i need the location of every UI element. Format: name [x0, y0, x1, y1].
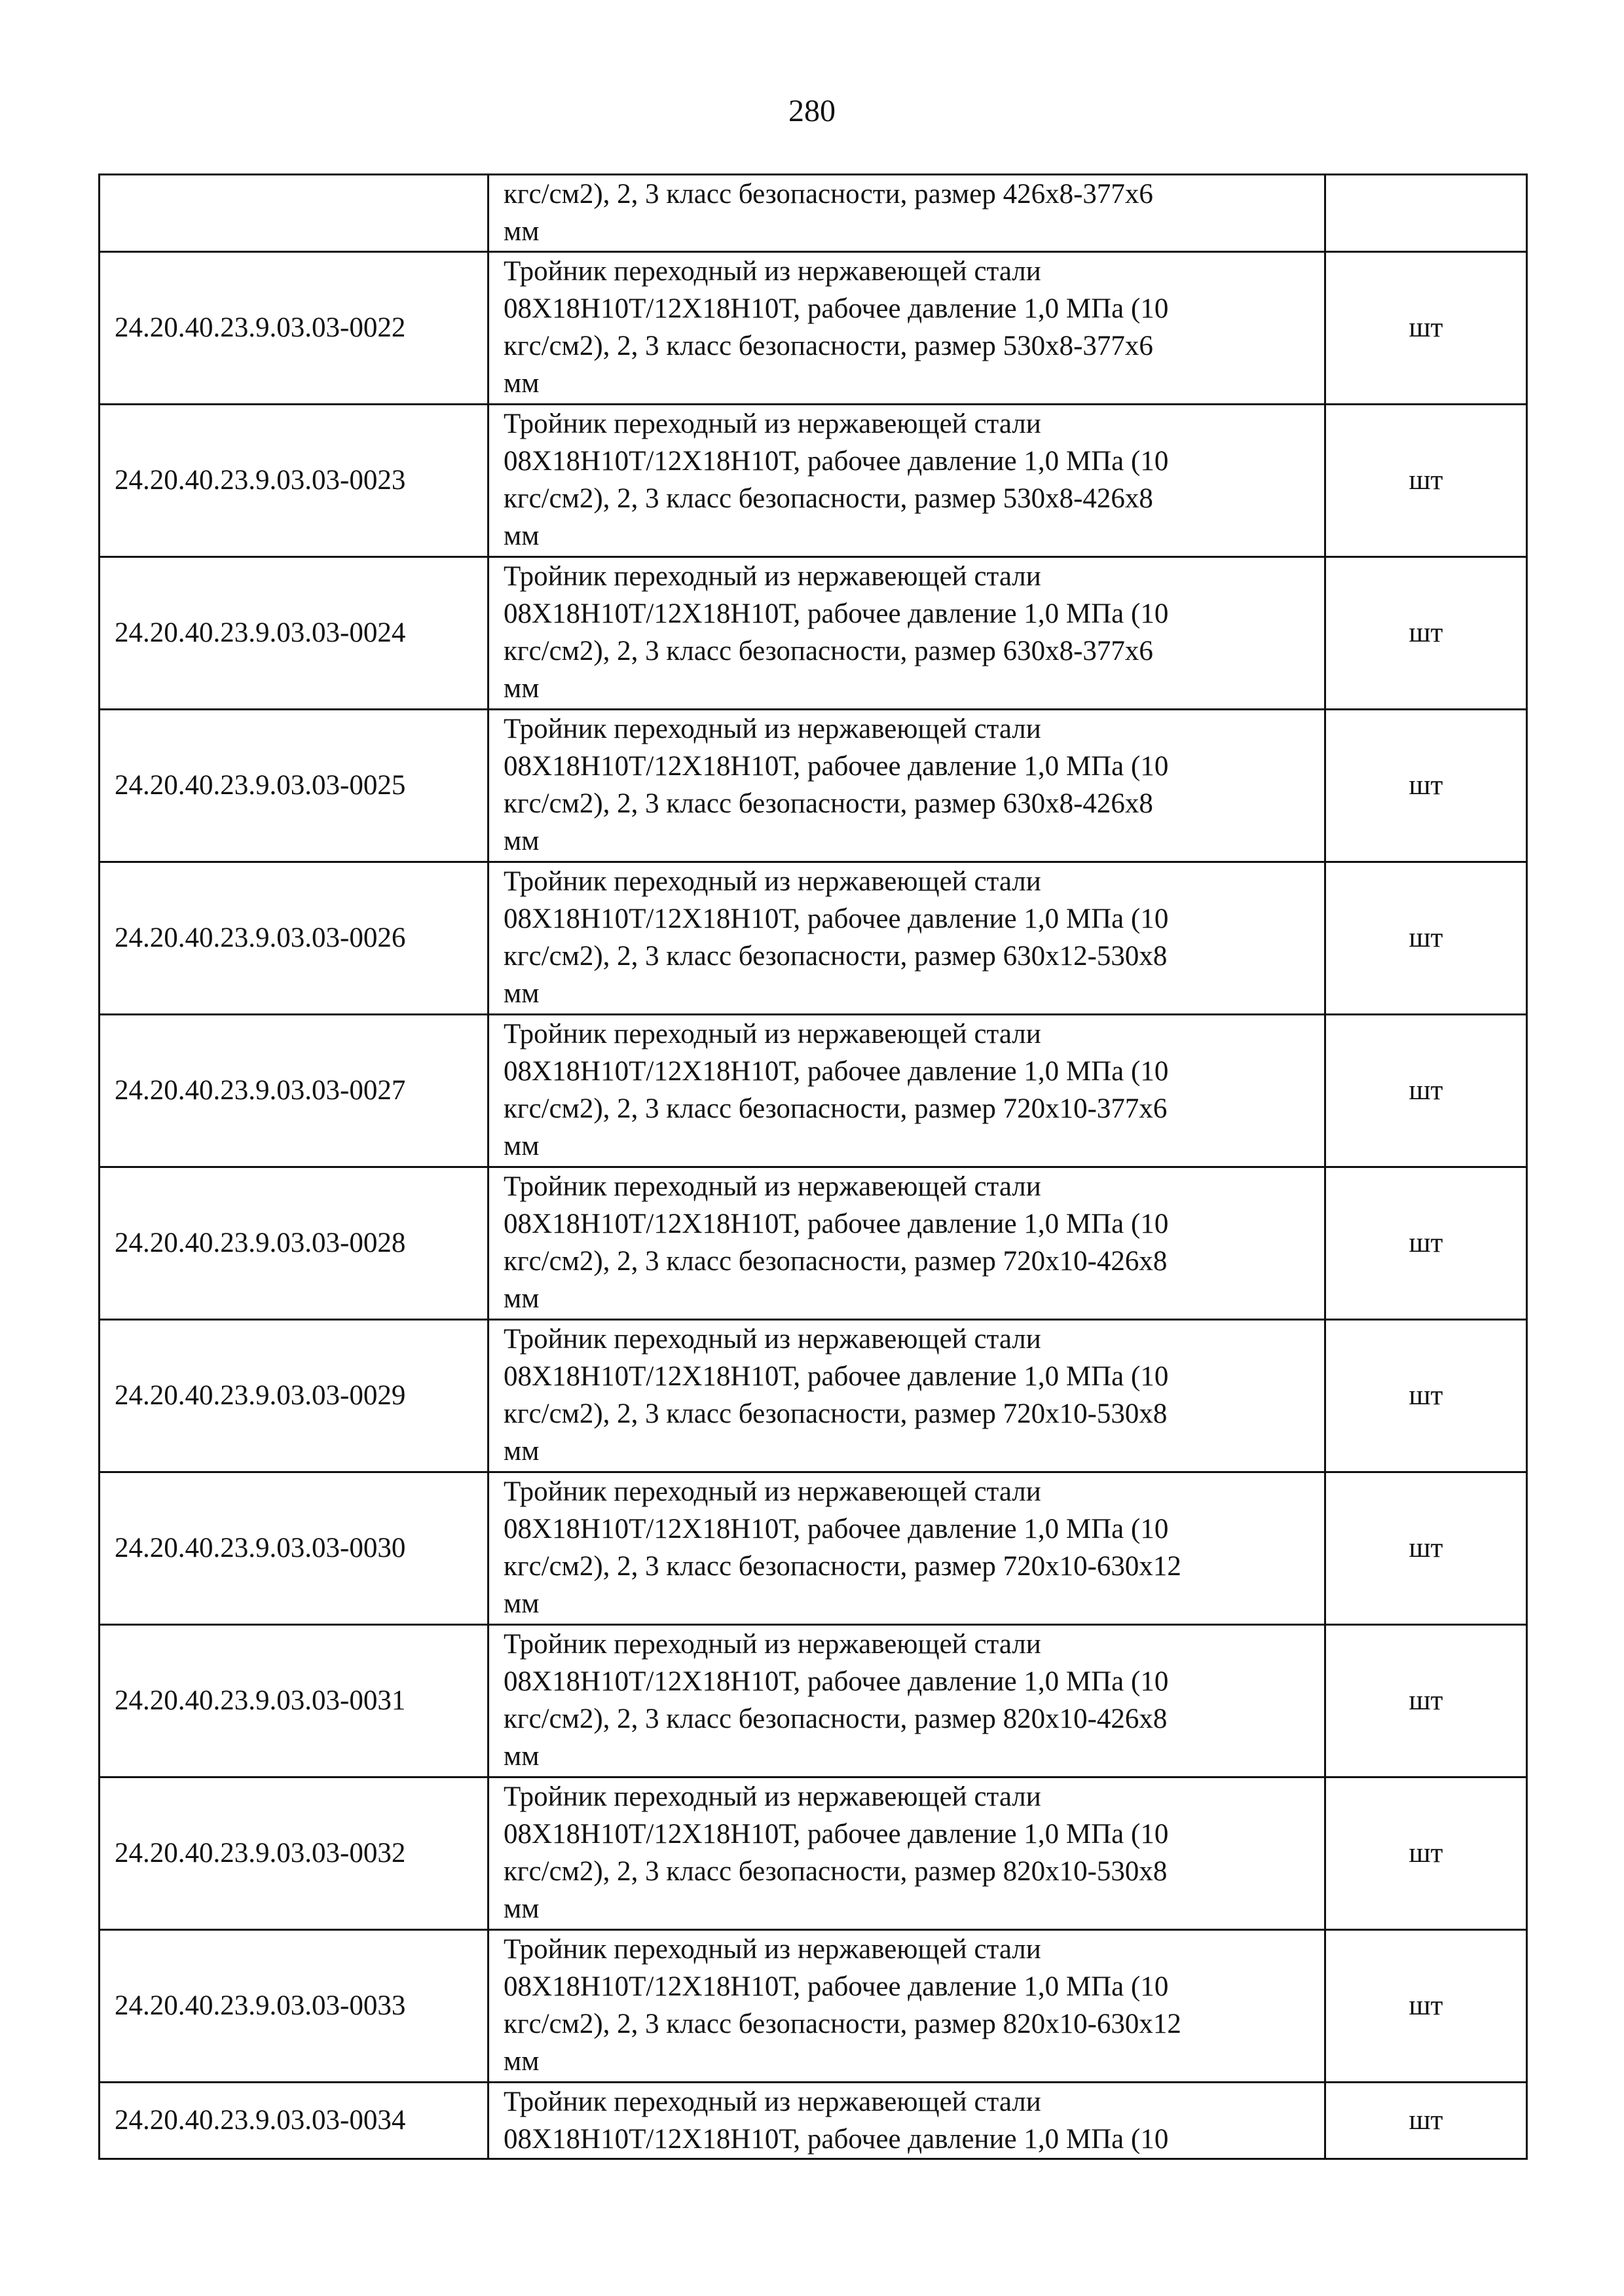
description-line: Тройник переходный из нержавеющей стали [504, 1324, 1041, 1355]
unit-cell: шт [1325, 710, 1527, 862]
unit-cell: шт [1325, 1015, 1527, 1167]
unit-cell: шт [1325, 252, 1527, 405]
code-cell: 24.20.40.23.9.03.03-0034 [100, 2083, 489, 2159]
description-cell [489, 252, 1325, 405]
description-line: Тройник переходный из нержавеющей стали [504, 409, 1041, 439]
unit-cell [1325, 175, 1527, 252]
description-line: 08Х18Н10Т/12Х18Н10Т, рабочее давление 1,0 МПа (10 [504, 1514, 1169, 1544]
description-line: 08Х18Н10Т/12Х18Н10Т, рабочее давление 1,0 МПа (10 [504, 1209, 1169, 1239]
description-cell [489, 1320, 1325, 1472]
unit-cell: шт [1325, 1777, 1527, 1930]
description-line: 08Х18Н10Т/12Х18Н10Т, рабочее давление 1,0 МПа (10 [504, 446, 1169, 477]
code-cell: 24.20.40.23.9.03.03-0027 [100, 1015, 489, 1167]
description-line: мм [504, 826, 540, 856]
code-cell: 24.20.40.23.9.03.03-0022 [100, 252, 489, 405]
description-line: Тройник переходный из нержавеющей стали [504, 1476, 1041, 1507]
unit-cell: шт [1325, 1930, 1527, 2083]
description-line: кгс/см2), 2, 3 класс безопасности, размер 630х8-377х6 [504, 636, 1153, 666]
table-row-continuation [100, 175, 1527, 252]
description-line: Тройник переходный из нержавеющей стали [504, 866, 1041, 897]
description-line: мм [504, 1893, 540, 1924]
code-cell: 24.20.40.23.9.03.03-0029 [100, 1320, 489, 1472]
code-cell: 24.20.40.23.9.03.03-0023 [100, 405, 489, 557]
description-cell [489, 710, 1325, 862]
description-line: Тройник переходный из нержавеющей стали [504, 1629, 1041, 1660]
description-line: кгс/см2), 2, 3 класс безопасности, размер 820х10-426х8 [504, 1704, 1168, 1734]
description-line: мм [504, 673, 540, 704]
description-cell [489, 1167, 1325, 1320]
description-line: 08Х18Н10Т/12Х18Н10Т, рабочее давление 1,0 МПа (10 [504, 903, 1169, 934]
unit-cell: шт [1325, 557, 1527, 710]
unit-cell: шт [1325, 1320, 1527, 1472]
description-line: Тройник переходный из нержавеющей стали [504, 1019, 1041, 1049]
unit-cell: шт [1325, 405, 1527, 557]
description-line: кгс/см2), 2, 3 класс безопасности, размер 530х8-377х6 [504, 331, 1153, 361]
description-line: Тройник переходный из нержавеющей стали [504, 1171, 1041, 1202]
description-line: мм [504, 2046, 540, 2077]
table-row [100, 710, 1527, 862]
description-line: 08Х18Н10Т/12Х18Н10Т, рабочее давление 1,0 МПа (10 [504, 1666, 1169, 1697]
table-row [100, 2083, 1527, 2159]
code-cell: 24.20.40.23.9.03.03-0026 [100, 862, 489, 1015]
description-cell [489, 405, 1325, 557]
description-cell [489, 175, 1325, 252]
description-line: мм [504, 978, 540, 1009]
table-row [100, 252, 1527, 405]
description-cell [489, 1777, 1325, 1930]
description-line: мм [504, 1283, 540, 1314]
description-cell [489, 557, 1325, 710]
description-line: кгс/см2), 2, 3 класс безопасности, размер 720х10-630х12 [504, 1551, 1181, 1582]
unit-cell: шт [1325, 1167, 1527, 1320]
description-line: мм [504, 1588, 540, 1619]
description-line: 08Х18Н10Т/12Х18Н10Т, рабочее давление 1,0 МПа (10 [504, 1819, 1169, 1850]
description-line: Тройник переходный из нержавеющей стали [504, 256, 1041, 287]
description-line: Тройник переходный из нержавеющей стали [504, 2086, 1041, 2117]
description-line: кгс/см2), 2, 3 класс безопасности, размер 720х10-426х8 [504, 1246, 1168, 1277]
unit-cell: шт [1325, 1472, 1527, 1625]
page-number: 280 [788, 94, 836, 128]
unit-cell: шт [1325, 2083, 1527, 2159]
table-row [100, 1930, 1527, 2083]
table-row [100, 862, 1527, 1015]
table-row [100, 1167, 1527, 1320]
code-cell: 24.20.40.23.9.03.03-0033 [100, 1930, 489, 2083]
description-line: 08Х18Н10Т/12Х18Н10Т, рабочее давление 1,0 МПа (10 [504, 1056, 1169, 1087]
code-cell: 24.20.40.23.9.03.03-0030 [100, 1472, 489, 1625]
spec-table-body [100, 175, 1527, 2159]
description-line: кгс/см2), 2, 3 класс безопасности, размер 530х8-426х8 [504, 483, 1153, 514]
spec-table [98, 173, 1528, 2160]
description-line: мм [504, 1436, 540, 1467]
table-row [100, 557, 1527, 710]
description-line: кгс/см2), 2, 3 класс безопасности, размер 820х10-630х12 [504, 2009, 1181, 2039]
table-row [100, 1777, 1527, 1930]
table-row [100, 405, 1527, 557]
description-line: 08Х18Н10Т/12Х18Н10Т, рабочее давление 1,0 МПа (10 [504, 293, 1169, 324]
code-cell: 24.20.40.23.9.03.03-0025 [100, 710, 489, 862]
description-line: кгс/см2), 2, 3 класс безопасности, размер 720х10-377х6 [504, 1093, 1168, 1124]
description-line: 08Х18Н10Т/12Х18Н10Т, рабочее давление 1,0 МПа (10 [504, 2124, 1169, 2155]
description-line: 08Х18Н10Т/12Х18Н10Т, рабочее давление 1,0 МПа (10 [504, 1971, 1169, 2002]
description-line: Тройник переходный из нержавеющей стали [504, 714, 1041, 744]
code-cell: 24.20.40.23.9.03.03-0024 [100, 557, 489, 710]
description-line: мм [504, 216, 540, 247]
table-row [100, 1015, 1527, 1167]
description-line: 08Х18Н10Т/12Х18Н10Т, рабочее давление 1,0 МПа (10 [504, 1361, 1169, 1392]
description-line: 08Х18Н10Т/12Х18Н10Т, рабочее давление 1,0 МПа (10 [504, 598, 1169, 629]
description-line: мм [504, 1741, 540, 1772]
code-cell [100, 175, 489, 252]
description-cell [489, 1625, 1325, 1777]
description-line: мм [504, 1131, 540, 1161]
unit-cell: шт [1325, 862, 1527, 1015]
unit-cell: шт [1325, 1625, 1527, 1777]
description-cell [489, 1015, 1325, 1167]
description-line: Тройник переходный из нержавеющей стали [504, 1934, 1041, 1965]
description-cell [489, 1930, 1325, 2083]
description-line: кгс/см2), 2, 3 класс безопасности, размер 426х8-377х6 [504, 179, 1153, 210]
description-cell [489, 1472, 1325, 1625]
description-line: мм [504, 520, 540, 551]
description-line: кгс/см2), 2, 3 класс безопасности, размер 720х10-530х8 [504, 1398, 1168, 1429]
code-cell: 24.20.40.23.9.03.03-0028 [100, 1167, 489, 1320]
description-line: мм [504, 368, 540, 399]
description-line: кгс/см2), 2, 3 класс безопасности, размер 820х10-530х8 [504, 1856, 1168, 1887]
description-line: Тройник переходный из нержавеющей стали [504, 561, 1041, 592]
code-cell: 24.20.40.23.9.03.03-0031 [100, 1625, 489, 1777]
table-row [100, 1320, 1527, 1472]
description-line: 08Х18Н10Т/12Х18Н10Т, рабочее давление 1,0 МПа (10 [504, 751, 1169, 782]
description-cell [489, 862, 1325, 1015]
description-line: Тройник переходный из нержавеющей стали [504, 1781, 1041, 1812]
table-row [100, 1472, 1527, 1625]
description-cell [489, 2083, 1325, 2159]
table-row [100, 1625, 1527, 1777]
description-line: кгс/см2), 2, 3 класс безопасности, размер 630х8-426х8 [504, 788, 1153, 819]
code-cell: 24.20.40.23.9.03.03-0032 [100, 1777, 489, 1930]
description-line: кгс/см2), 2, 3 класс безопасности, размер 630х12-530х8 [504, 941, 1168, 972]
